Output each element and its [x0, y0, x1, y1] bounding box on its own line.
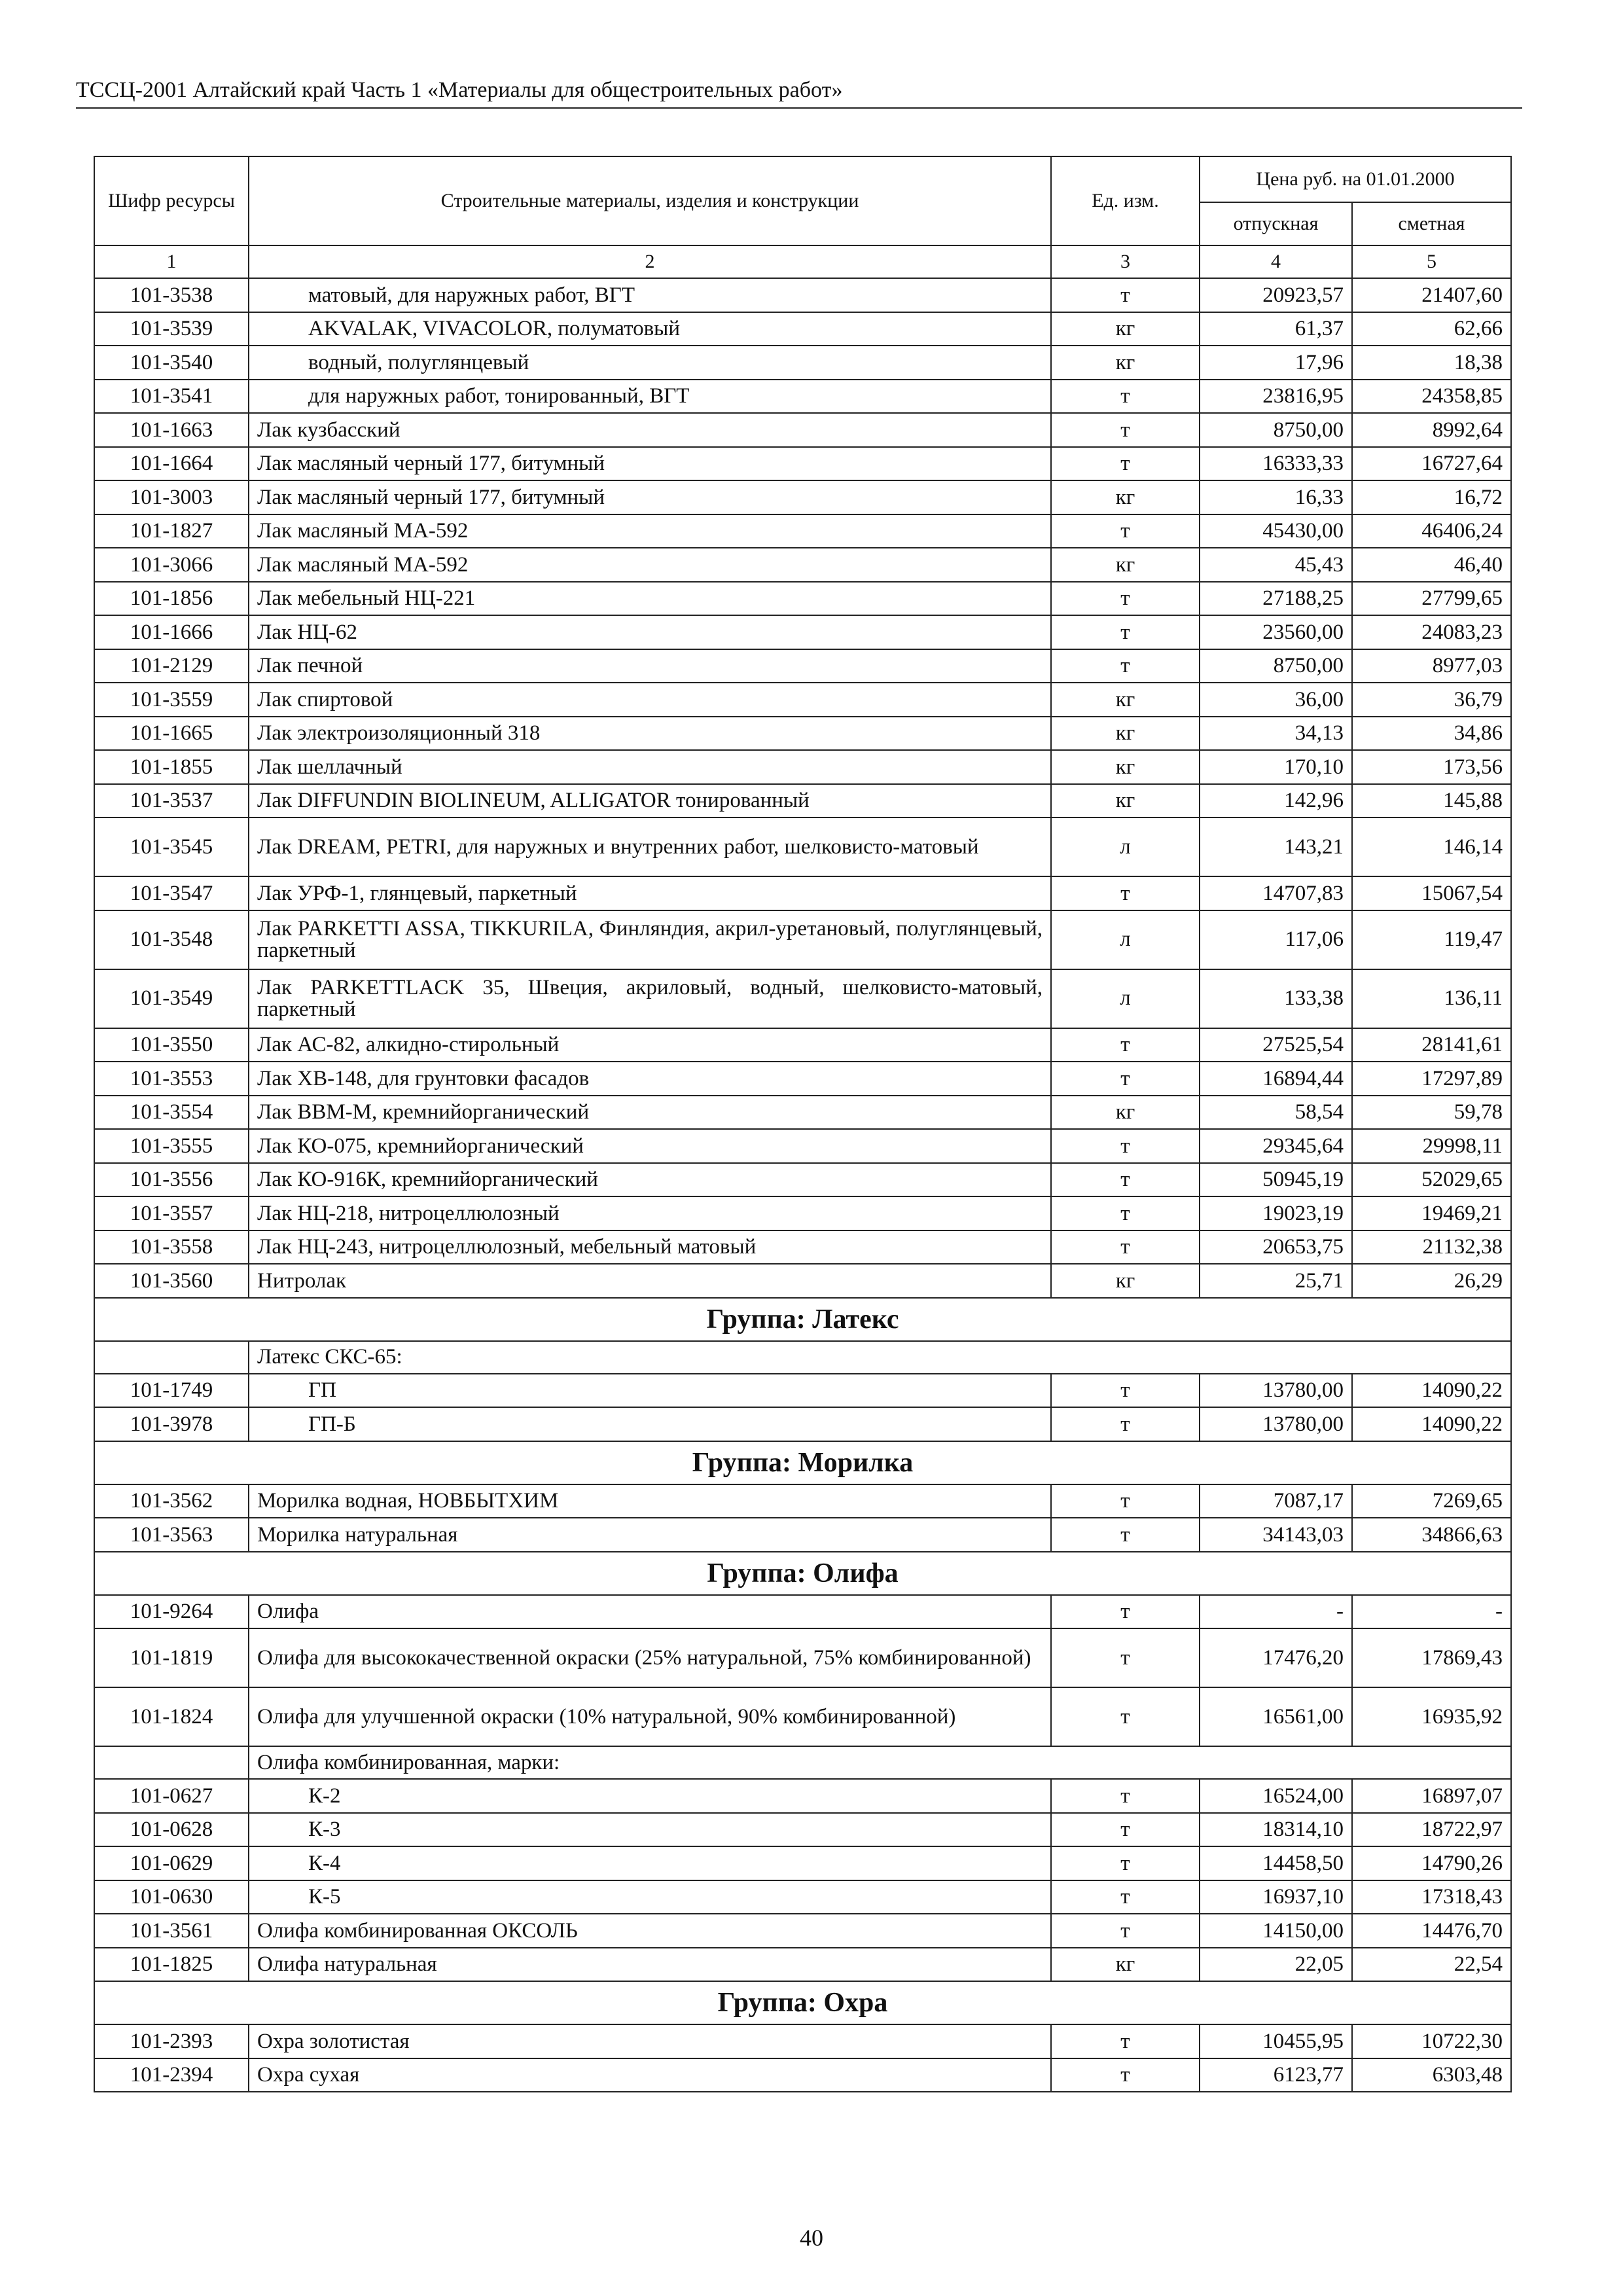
- release-price: 17476,20: [1200, 1628, 1352, 1687]
- material-description: Лак спиртовой: [249, 683, 1051, 717]
- estimate-price: 14476,70: [1352, 1914, 1511, 1948]
- table-row: [94, 312, 1511, 346]
- estimate-price: 62,66: [1352, 312, 1511, 346]
- resource-code: 101-1749: [94, 1374, 249, 1408]
- resource-code: 101-3003: [94, 480, 249, 514]
- release-price: 13780,00: [1200, 1374, 1352, 1408]
- unit-of-measure: т: [1051, 2024, 1200, 2058]
- unit-of-measure: кг: [1051, 683, 1200, 717]
- group-title: Группа: Латекс: [94, 1298, 1511, 1341]
- unit-of-measure: кг: [1051, 1948, 1200, 1982]
- material-description: Морилка натуральная: [249, 1518, 1051, 1552]
- table-row: [94, 1028, 1511, 1062]
- table-row: [94, 346, 1511, 380]
- subheading-text: Олифа комбинированная, марки:: [249, 1746, 1511, 1779]
- release-price: 143,21: [1200, 817, 1352, 876]
- unit-of-measure: т: [1051, 278, 1200, 312]
- table-row: [94, 717, 1511, 751]
- table-row: [94, 548, 1511, 582]
- table-row: [94, 1062, 1511, 1096]
- table-row: [94, 1687, 1511, 1746]
- table-row: [94, 514, 1511, 548]
- estimate-price: 34,86: [1352, 717, 1511, 751]
- material-description: Лак шеллачный: [249, 750, 1051, 784]
- estimate-price: 52029,65: [1352, 1163, 1511, 1197]
- table-row: [94, 615, 1511, 649]
- material-description: Охра сухая: [249, 2058, 1051, 2092]
- release-price: 142,96: [1200, 784, 1352, 818]
- table-row: [94, 1880, 1511, 1914]
- unit-of-measure: т: [1051, 1880, 1200, 1914]
- group-row: [94, 1552, 1511, 1595]
- table-row: [94, 649, 1511, 683]
- resource-code: 101-0630: [94, 1880, 249, 1914]
- estimate-price: 16897,07: [1352, 1779, 1511, 1813]
- unit-of-measure: т: [1051, 1846, 1200, 1880]
- col-number-4: 4: [1200, 245, 1352, 278]
- release-price: 8750,00: [1200, 649, 1352, 683]
- release-price: 20923,57: [1200, 278, 1352, 312]
- release-price: 16524,00: [1200, 1779, 1352, 1813]
- unit-of-measure: т: [1051, 1407, 1200, 1441]
- subheading-row: [94, 1341, 1511, 1374]
- table-row: [94, 683, 1511, 717]
- release-price: 23816,95: [1200, 380, 1352, 414]
- estimate-price: 8992,64: [1352, 413, 1511, 447]
- page-number: 40: [800, 2225, 823, 2251]
- estimate-price: 119,47: [1352, 910, 1511, 969]
- release-price: 19023,19: [1200, 1196, 1352, 1230]
- table-row: [94, 969, 1511, 1028]
- estimate-price: 15067,54: [1352, 876, 1511, 910]
- estimate-price: 17297,89: [1352, 1062, 1511, 1096]
- table-row: [94, 2058, 1511, 2092]
- resource-code: 101-0628: [94, 1813, 249, 1847]
- resource-code: 101-3555: [94, 1129, 249, 1163]
- estimate-price: 173,56: [1352, 750, 1511, 784]
- material-description: матовый, для наружных работ, ВГТ: [249, 278, 1051, 312]
- resource-code: 101-1819: [94, 1628, 249, 1687]
- col-header-price: Цена руб. на 01.01.2000: [1200, 156, 1511, 202]
- estimate-price: 17869,43: [1352, 1628, 1511, 1687]
- estimate-price: 21407,60: [1352, 278, 1511, 312]
- table-row: [94, 447, 1511, 481]
- material-description: Лак КО-075, кремнийорганический: [249, 1129, 1051, 1163]
- material-description: Лак АС-82, алкидно-стирольный: [249, 1028, 1051, 1062]
- document-header: ТССЦ-2001 Алтайский край Часть 1 «Материалы для общестроительных работ»: [76, 77, 1522, 109]
- table-row: [94, 784, 1511, 818]
- col-number-5: 5: [1352, 245, 1511, 278]
- unit-of-measure: т: [1051, 447, 1200, 481]
- subheading-text: Латекс СКС-65:: [249, 1341, 1511, 1374]
- resource-code: 101-3541: [94, 380, 249, 414]
- unit-of-measure: т: [1051, 2058, 1200, 2092]
- material-description: Олифа для высококачественной окраски (25% натуральной, 75% комбинированной): [249, 1628, 1051, 1687]
- unit-of-measure: т: [1051, 1687, 1200, 1746]
- estimate-price: 136,11: [1352, 969, 1511, 1028]
- unit-of-measure: кг: [1051, 548, 1200, 582]
- table-row: [94, 278, 1511, 312]
- release-price: 27525,54: [1200, 1028, 1352, 1062]
- unit-of-measure: т: [1051, 1779, 1200, 1813]
- unit-of-measure: т: [1051, 514, 1200, 548]
- material-description: К-3: [249, 1813, 1051, 1847]
- unit-of-measure: т: [1051, 1129, 1200, 1163]
- estimate-price: 14790,26: [1352, 1846, 1511, 1880]
- estimate-price: 16727,64: [1352, 447, 1511, 481]
- table-row: [94, 817, 1511, 876]
- resource-code: 101-0629: [94, 1846, 249, 1880]
- material-description: Лак DREAM, PETRI, для наружных и внутренних работ, шелковисто-матовый: [249, 817, 1051, 876]
- group-title: Группа: Охра: [94, 1981, 1511, 2024]
- estimate-price: 19469,21: [1352, 1196, 1511, 1230]
- release-price: 7087,17: [1200, 1484, 1352, 1518]
- resource-code: 101-1665: [94, 717, 249, 751]
- table-row: [94, 1129, 1511, 1163]
- estimate-price: 145,88: [1352, 784, 1511, 818]
- unit-of-measure: л: [1051, 969, 1200, 1028]
- resource-code: 101-3560: [94, 1264, 249, 1298]
- resource-code: 101-2394: [94, 2058, 249, 2092]
- estimate-price: 16,72: [1352, 480, 1511, 514]
- release-price: 14707,83: [1200, 876, 1352, 910]
- release-price: 14458,50: [1200, 1846, 1352, 1880]
- release-price: 29345,64: [1200, 1129, 1352, 1163]
- table-row: [94, 1779, 1511, 1813]
- unit-of-measure: т: [1051, 1914, 1200, 1948]
- table-row: [94, 1518, 1511, 1552]
- release-price: 16937,10: [1200, 1880, 1352, 1914]
- release-price: 34,13: [1200, 717, 1352, 751]
- material-description: Олифа для улучшенной окраски (10% натуральной, 90% комбинированной): [249, 1687, 1051, 1746]
- table-row: [94, 1407, 1511, 1441]
- resource-code: 101-1666: [94, 615, 249, 649]
- material-description: К-4: [249, 1846, 1051, 1880]
- release-price: 23560,00: [1200, 615, 1352, 649]
- resource-code: 101-3549: [94, 969, 249, 1028]
- table-row: [94, 910, 1511, 969]
- release-price: 170,10: [1200, 750, 1352, 784]
- table-row: [94, 1628, 1511, 1687]
- material-description: Лак кузбасский: [249, 413, 1051, 447]
- estimate-price: 59,78: [1352, 1096, 1511, 1130]
- release-price: 16333,33: [1200, 447, 1352, 481]
- resource-code: 101-1664: [94, 447, 249, 481]
- release-price: 50945,19: [1200, 1163, 1352, 1197]
- estimate-price: 24358,85: [1352, 380, 1511, 414]
- unit-of-measure: т: [1051, 1196, 1200, 1230]
- resource-code: 101-3561: [94, 1914, 249, 1948]
- release-price: -: [1200, 1595, 1352, 1629]
- estimate-price: 8977,03: [1352, 649, 1511, 683]
- table-row: [94, 1230, 1511, 1265]
- table-row: [94, 1264, 1511, 1298]
- material-description: Лак КО-916К, кремнийорганический: [249, 1163, 1051, 1197]
- unit-of-measure: т: [1051, 582, 1200, 616]
- estimate-price: 21132,38: [1352, 1230, 1511, 1265]
- unit-of-measure: кг: [1051, 750, 1200, 784]
- col-header-estimate-price: сметная: [1352, 202, 1511, 245]
- empty-cell: [94, 1746, 249, 1779]
- table-row: [94, 750, 1511, 784]
- material-description: Лак печной: [249, 649, 1051, 683]
- resource-code: 101-3557: [94, 1196, 249, 1230]
- material-description: Лак НЦ-243, нитроцеллюлозный, мебельный матовый: [249, 1230, 1051, 1265]
- col-number-1: 1: [94, 245, 249, 278]
- unit-of-measure: т: [1051, 1028, 1200, 1062]
- resource-code: 101-1824: [94, 1687, 249, 1746]
- material-description: ГП: [249, 1374, 1051, 1408]
- unit-of-measure: т: [1051, 413, 1200, 447]
- unit-of-measure: кг: [1051, 1096, 1200, 1130]
- material-description: К-5: [249, 1880, 1051, 1914]
- resource-code: 101-0627: [94, 1779, 249, 1813]
- table-row: [94, 413, 1511, 447]
- col-header-code: Шифр ресурсы: [94, 156, 249, 245]
- material-description: Лак ХВ-148, для грунтовки фасадов: [249, 1062, 1051, 1096]
- release-price: 16561,00: [1200, 1687, 1352, 1746]
- release-price: 34143,03: [1200, 1518, 1352, 1552]
- material-description: Лак УРФ-1, глянцевый, паркетный: [249, 876, 1051, 910]
- estimate-price: -: [1352, 1595, 1511, 1629]
- price-table: [94, 156, 1512, 2092]
- estimate-price: 146,14: [1352, 817, 1511, 876]
- material-description: Лак масляный черный 177, битумный: [249, 480, 1051, 514]
- unit-of-measure: л: [1051, 910, 1200, 969]
- resource-code: 101-3554: [94, 1096, 249, 1130]
- material-description: Лак НЦ-62: [249, 615, 1051, 649]
- material-description: Морилка водная, НОВБЫТХИМ: [249, 1484, 1051, 1518]
- empty-cell: [94, 1341, 249, 1374]
- release-price: 20653,75: [1200, 1230, 1352, 1265]
- material-description: Лак электроизоляционный 318: [249, 717, 1051, 751]
- table-row: [94, 1813, 1511, 1847]
- material-description: Лак PARKETTLACK 35, Швеция, акриловый, водный, шелковисто-матовый, паркетный: [249, 969, 1051, 1028]
- release-price: 36,00: [1200, 683, 1352, 717]
- material-description: ГП-Б: [249, 1407, 1051, 1441]
- resource-code: 101-3547: [94, 876, 249, 910]
- resource-code: 101-2393: [94, 2024, 249, 2058]
- material-description: для наружных работ, тонированный, ВГТ: [249, 380, 1051, 414]
- estimate-price: 24083,23: [1352, 615, 1511, 649]
- table-row: [94, 1374, 1511, 1408]
- table-row: [94, 1163, 1511, 1197]
- release-price: 45430,00: [1200, 514, 1352, 548]
- release-price: 10455,95: [1200, 2024, 1352, 2058]
- unit-of-measure: т: [1051, 380, 1200, 414]
- resource-code: 101-1855: [94, 750, 249, 784]
- unit-of-measure: т: [1051, 1628, 1200, 1687]
- resource-code: 101-9264: [94, 1595, 249, 1629]
- material-description: Лак мебельный НЦ-221: [249, 582, 1051, 616]
- table-row: [94, 480, 1511, 514]
- unit-of-measure: т: [1051, 1518, 1200, 1552]
- release-price: 18314,10: [1200, 1813, 1352, 1847]
- group-title: Группа: Морилка: [94, 1441, 1511, 1484]
- table-row: [94, 1948, 1511, 1982]
- estimate-price: 36,79: [1352, 683, 1511, 717]
- resource-code: 101-3559: [94, 683, 249, 717]
- estimate-price: 14090,22: [1352, 1374, 1511, 1408]
- material-description: К-2: [249, 1779, 1051, 1813]
- release-price: 17,96: [1200, 346, 1352, 380]
- resource-code: 101-1663: [94, 413, 249, 447]
- release-price: 133,38: [1200, 969, 1352, 1028]
- resource-code: 101-3563: [94, 1518, 249, 1552]
- resource-code: 101-3066: [94, 548, 249, 582]
- material-description: Нитролак: [249, 1264, 1051, 1298]
- release-price: 22,05: [1200, 1948, 1352, 1982]
- resource-code: 101-3562: [94, 1484, 249, 1518]
- material-description: AKVALAK, VIVACOLOR, полуматовый: [249, 312, 1051, 346]
- resource-code: 101-3545: [94, 817, 249, 876]
- release-price: 13780,00: [1200, 1407, 1352, 1441]
- release-price: 14150,00: [1200, 1914, 1352, 1948]
- table-row: [94, 1484, 1511, 1518]
- release-price: 27188,25: [1200, 582, 1352, 616]
- release-price: 61,37: [1200, 312, 1352, 346]
- estimate-price: 28141,61: [1352, 1028, 1511, 1062]
- estimate-price: 29998,11: [1352, 1129, 1511, 1163]
- col-header-unit: Ед. изм.: [1051, 156, 1200, 245]
- unit-of-measure: т: [1051, 649, 1200, 683]
- estimate-price: 16935,92: [1352, 1687, 1511, 1746]
- resource-code: 101-3553: [94, 1062, 249, 1096]
- unit-of-measure: т: [1051, 1062, 1200, 1096]
- table-row: [94, 1846, 1511, 1880]
- unit-of-measure: т: [1051, 1230, 1200, 1265]
- estimate-price: 26,29: [1352, 1264, 1511, 1298]
- estimate-price: 22,54: [1352, 1948, 1511, 1982]
- estimate-price: 18722,97: [1352, 1813, 1511, 1847]
- resource-code: 101-3540: [94, 346, 249, 380]
- resource-code: 101-3558: [94, 1230, 249, 1265]
- unit-of-measure: кг: [1051, 346, 1200, 380]
- release-price: 8750,00: [1200, 413, 1352, 447]
- estimate-price: 46,40: [1352, 548, 1511, 582]
- material-description: Олифа комбинированная ОКСОЛЬ: [249, 1914, 1051, 1948]
- material-description: Охра золотистая: [249, 2024, 1051, 2058]
- unit-of-measure: л: [1051, 817, 1200, 876]
- release-price: 6123,77: [1200, 2058, 1352, 2092]
- subheading-row: [94, 1746, 1511, 1779]
- unit-of-measure: т: [1051, 1813, 1200, 1847]
- table-body: [94, 278, 1511, 2092]
- col-number-3: 3: [1051, 245, 1200, 278]
- resource-code: 101-3978: [94, 1407, 249, 1441]
- group-title: Группа: Олифа: [94, 1552, 1511, 1595]
- release-price: 58,54: [1200, 1096, 1352, 1130]
- material-description: Олифа: [249, 1595, 1051, 1629]
- table-row: [94, 1196, 1511, 1230]
- resource-code: 101-3556: [94, 1163, 249, 1197]
- release-price: 45,43: [1200, 548, 1352, 582]
- release-price: 25,71: [1200, 1264, 1352, 1298]
- resource-code: 101-1856: [94, 582, 249, 616]
- col-header-release-price: отпускная: [1200, 202, 1352, 245]
- material-description: водный, полуглянцевый: [249, 346, 1051, 380]
- material-description: Лак PARKETTI ASSA, TIKKURILA, Финляндия, акрил-уретановый, полуглянцевый, паркетный: [249, 910, 1051, 969]
- release-price: 16,33: [1200, 480, 1352, 514]
- estimate-price: 34866,63: [1352, 1518, 1511, 1552]
- material-description: Лак масляный МА-592: [249, 548, 1051, 582]
- unit-of-measure: кг: [1051, 1264, 1200, 1298]
- resource-code: 101-2129: [94, 649, 249, 683]
- material-description: Лак НЦ-218, нитроцеллюлозный: [249, 1196, 1051, 1230]
- unit-of-measure: т: [1051, 876, 1200, 910]
- estimate-price: 27799,65: [1352, 582, 1511, 616]
- unit-of-measure: т: [1051, 1163, 1200, 1197]
- unit-of-measure: кг: [1051, 717, 1200, 751]
- group-row: [94, 1298, 1511, 1341]
- estimate-price: 7269,65: [1352, 1484, 1511, 1518]
- table-row: [94, 2024, 1511, 2058]
- estimate-price: 14090,22: [1352, 1407, 1511, 1441]
- resource-code: 101-1825: [94, 1948, 249, 1982]
- table-row: [94, 582, 1511, 616]
- resource-code: 101-3538: [94, 278, 249, 312]
- unit-of-measure: кг: [1051, 784, 1200, 818]
- table-row: [94, 1096, 1511, 1130]
- group-row: [94, 1441, 1511, 1484]
- estimate-price: 10722,30: [1352, 2024, 1511, 2058]
- material-description: Лак ВВМ-М, кремнийорганический: [249, 1096, 1051, 1130]
- resource-code: 101-3539: [94, 312, 249, 346]
- estimate-price: 46406,24: [1352, 514, 1511, 548]
- col-number-2: 2: [249, 245, 1051, 278]
- col-header-description: Строительные материалы, изделия и конструкции: [249, 156, 1051, 245]
- resource-code: 101-3537: [94, 784, 249, 818]
- estimate-price: 18,38: [1352, 346, 1511, 380]
- unit-of-measure: т: [1051, 1595, 1200, 1629]
- table-row: [94, 1914, 1511, 1948]
- unit-of-measure: т: [1051, 615, 1200, 649]
- release-price: 16894,44: [1200, 1062, 1352, 1096]
- resource-code: 101-3548: [94, 910, 249, 969]
- table-row: [94, 1595, 1511, 1629]
- estimate-price: 6303,48: [1352, 2058, 1511, 2092]
- material-description: Лак DIFFUNDIN BIOLINEUM, ALLIGATOR тонированный: [249, 784, 1051, 818]
- unit-of-measure: т: [1051, 1484, 1200, 1518]
- table-row: [94, 876, 1511, 910]
- unit-of-measure: кг: [1051, 480, 1200, 514]
- estimate-price: 17318,43: [1352, 1880, 1511, 1914]
- release-price: 117,06: [1200, 910, 1352, 969]
- resource-code: 101-3550: [94, 1028, 249, 1062]
- table-row: [94, 380, 1511, 414]
- material-description: Олифа натуральная: [249, 1948, 1051, 1982]
- resource-code: 101-1827: [94, 514, 249, 548]
- unit-of-measure: т: [1051, 1374, 1200, 1408]
- unit-of-measure: кг: [1051, 312, 1200, 346]
- group-row: [94, 1981, 1511, 2024]
- material-description: Лак масляный МА-592: [249, 514, 1051, 548]
- material-description: Лак масляный черный 177, битумный: [249, 447, 1051, 481]
